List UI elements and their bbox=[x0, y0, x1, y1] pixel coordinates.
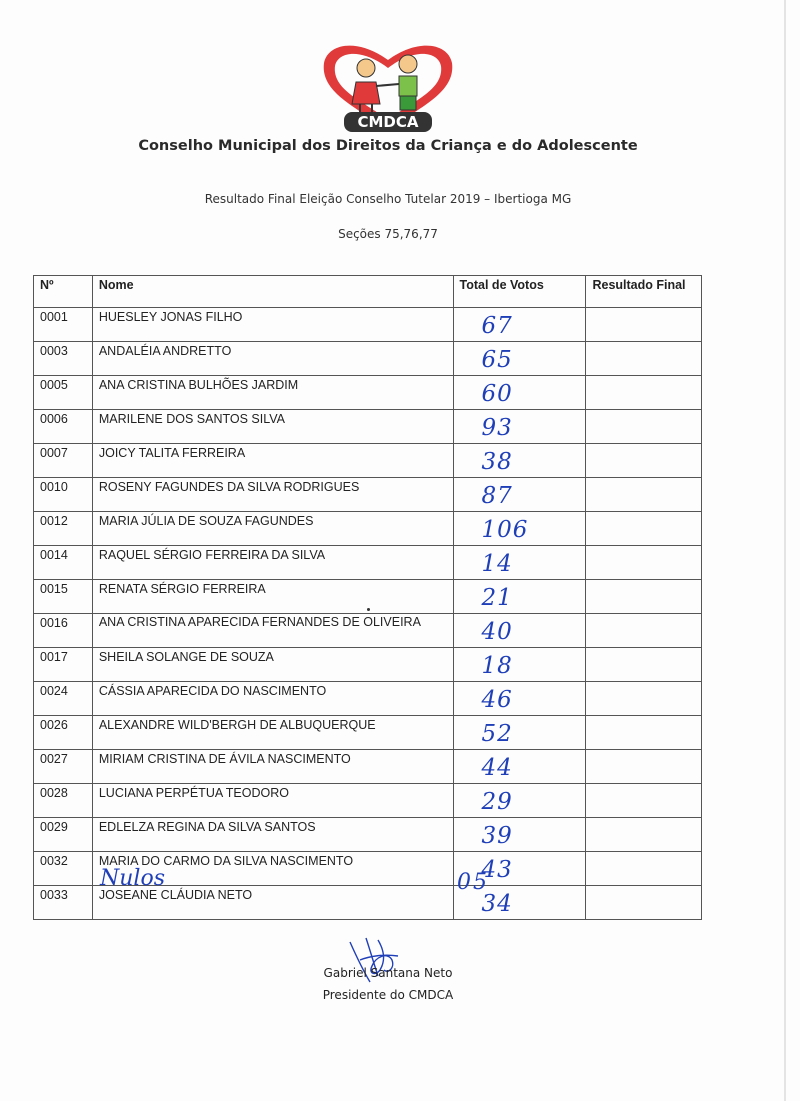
candidate-name: ANA CRISTINA BULHÕES JARDIM bbox=[92, 376, 453, 410]
result-cell bbox=[586, 818, 702, 852]
result-cell bbox=[586, 580, 702, 614]
signatory-role: Presidente do CMDCA bbox=[322, 988, 454, 1002]
result-cell bbox=[586, 444, 702, 478]
result-cell bbox=[586, 546, 702, 580]
handwritten-votes: 67 bbox=[481, 313, 513, 339]
handwritten-votes: 46 bbox=[481, 687, 513, 713]
candidate-name: JOSEANE CLÁUDIA NETO bbox=[92, 886, 453, 920]
candidate-name: JOICY TALITA FERREIRA bbox=[92, 444, 453, 478]
handwritten-signature bbox=[340, 930, 410, 990]
candidate-number: 0016 bbox=[34, 614, 93, 648]
result-cell bbox=[586, 376, 702, 410]
table-row bbox=[34, 614, 702, 648]
votes-cell bbox=[453, 648, 586, 682]
candidate-name: EDLELZA REGINA DA SILVA SANTOS bbox=[92, 818, 453, 852]
handwritten-votes: 43 bbox=[481, 857, 513, 883]
result-cell bbox=[586, 308, 702, 342]
result-cell bbox=[586, 886, 702, 920]
candidate-number: 0032 bbox=[34, 852, 93, 886]
handwritten-votes: 14 bbox=[481, 551, 513, 577]
votes-cell bbox=[453, 512, 586, 546]
table-row bbox=[34, 308, 702, 342]
result-cell bbox=[586, 716, 702, 750]
cmdca-logo bbox=[318, 38, 458, 138]
result-cell bbox=[586, 478, 702, 512]
signatory-name: Gabriel Santana Neto bbox=[323, 966, 453, 980]
table-row bbox=[34, 546, 702, 580]
result-cell bbox=[586, 512, 702, 546]
table-row bbox=[34, 410, 702, 444]
header-name: Nome bbox=[92, 276, 453, 308]
votes-cell bbox=[453, 784, 586, 818]
candidate-name: CÁSSIA APARECIDA DO NASCIMENTO bbox=[92, 682, 453, 716]
candidate-name: MARIA DO CARMO DA SILVA NASCIMENTO bbox=[92, 852, 453, 886]
result-cell bbox=[586, 682, 702, 716]
table-header-row bbox=[34, 276, 702, 308]
table-row bbox=[34, 750, 702, 784]
candidate-name: MARILENE DOS SANTOS SILVA bbox=[92, 410, 453, 444]
candidate-number: 0033 bbox=[34, 886, 93, 920]
candidate-name: HUESLEY JONAS FILHO bbox=[92, 308, 453, 342]
handwritten-votes: 40 bbox=[481, 619, 513, 645]
result-cell bbox=[586, 852, 702, 886]
handwritten-votes: 21 bbox=[481, 585, 513, 611]
sections-label: Seções 75,76,77 bbox=[338, 227, 438, 241]
candidate-name: ROSENY FAGUNDES DA SILVA RODRIGUES bbox=[92, 478, 453, 512]
candidate-name: MARIA JÚLIA DE SOUZA FAGUNDES bbox=[92, 512, 453, 546]
votes-cell bbox=[453, 750, 586, 784]
candidate-number: 0014 bbox=[34, 546, 93, 580]
handwritten-votes: 29 bbox=[481, 789, 513, 815]
organization-title: Conselho Municipal dos Direitos da Criança e do Adolescente bbox=[138, 138, 638, 154]
handwritten-votes: 44 bbox=[481, 755, 513, 781]
votes-cell bbox=[453, 478, 586, 512]
header-result: Resultado Final bbox=[586, 276, 702, 308]
candidate-name: RAQUEL SÉRGIO FERREIRA DA SILVA bbox=[92, 546, 453, 580]
result-cell bbox=[586, 750, 702, 784]
candidate-number: 0017 bbox=[34, 648, 93, 682]
candidate-name: ANA CRISTINA APARECIDA FERNANDES DE OLIVEIRA bbox=[92, 614, 453, 648]
candidate-number: 0026 bbox=[34, 716, 93, 750]
header-number: Nº bbox=[34, 276, 93, 308]
result-cell bbox=[586, 342, 702, 376]
candidate-name: RENATA SÉRGIO FERREIRA bbox=[92, 580, 453, 614]
header-votes: Total de Votos bbox=[453, 276, 586, 308]
nulos-value: 05 bbox=[457, 870, 489, 895]
result-cell bbox=[586, 614, 702, 648]
candidate-number: 0028 bbox=[34, 784, 93, 818]
candidate-name: LUCIANA PERPÉTUA TEODORO bbox=[92, 784, 453, 818]
result-cell bbox=[586, 784, 702, 818]
candidate-number: 0001 bbox=[34, 308, 93, 342]
votes-cell bbox=[453, 376, 586, 410]
votes-cell bbox=[453, 444, 586, 478]
table-row bbox=[34, 648, 702, 682]
votes-cell bbox=[453, 342, 586, 376]
handwritten-votes: 38 bbox=[481, 449, 513, 475]
votes-cell bbox=[453, 614, 586, 648]
candidate-number: 0027 bbox=[34, 750, 93, 784]
result-cell bbox=[586, 648, 702, 682]
votes-cell bbox=[453, 818, 586, 852]
document-subtitle: Resultado Final Eleição Conselho Tutelar 2019 – Ibertioga MG bbox=[204, 192, 572, 206]
votes-cell bbox=[453, 716, 586, 750]
handwritten-votes: 34 bbox=[481, 891, 513, 917]
results-table bbox=[33, 275, 702, 920]
candidate-number: 0024 bbox=[34, 682, 93, 716]
candidate-name: ALEXANDRE WILD'BERGH DE ALBUQUERQUE bbox=[92, 716, 453, 750]
candidate-number: 0029 bbox=[34, 818, 93, 852]
table-row bbox=[34, 444, 702, 478]
table-row bbox=[34, 716, 702, 750]
candidate-number: 0012 bbox=[34, 512, 93, 546]
candidate-name: SHEILA SOLANGE DE SOUZA bbox=[92, 648, 453, 682]
scan-speck bbox=[367, 608, 370, 611]
handwritten-votes: 87 bbox=[481, 483, 513, 509]
handwritten-votes: 60 bbox=[481, 381, 513, 407]
candidate-number: 0015 bbox=[34, 580, 93, 614]
handwritten-votes: 39 bbox=[481, 823, 513, 849]
table-row bbox=[34, 512, 702, 546]
votes-cell bbox=[453, 546, 586, 580]
result-cell bbox=[586, 410, 702, 444]
candidate-number: 0003 bbox=[34, 342, 93, 376]
handwritten-votes: 106 bbox=[481, 517, 529, 543]
table-row bbox=[34, 784, 702, 818]
handwritten-votes: 65 bbox=[481, 347, 513, 373]
candidate-name: MIRIAM CRISTINA DE ÁVILA NASCIMENTO bbox=[92, 750, 453, 784]
candidate-number: 0005 bbox=[34, 376, 93, 410]
votes-cell bbox=[453, 682, 586, 716]
table-row bbox=[34, 478, 702, 512]
candidate-name: ANDALÉIA ANDRETTO bbox=[92, 342, 453, 376]
votes-cell bbox=[453, 308, 586, 342]
votes-cell bbox=[453, 580, 586, 614]
handwritten-votes: 93 bbox=[481, 415, 513, 441]
scan-edge bbox=[784, 0, 786, 1101]
table-row bbox=[34, 342, 702, 376]
candidate-number: 0007 bbox=[34, 444, 93, 478]
table-row bbox=[34, 682, 702, 716]
handwritten-votes: 18 bbox=[481, 653, 513, 679]
handwritten-votes: 52 bbox=[481, 721, 513, 747]
table-row bbox=[34, 376, 702, 410]
table-row bbox=[34, 818, 702, 852]
candidate-number: 0010 bbox=[34, 478, 93, 512]
candidate-number: 0006 bbox=[34, 410, 93, 444]
nulos-label: Nulos bbox=[100, 866, 165, 891]
logo-text: CMDCA bbox=[357, 113, 419, 131]
votes-cell bbox=[453, 410, 586, 444]
